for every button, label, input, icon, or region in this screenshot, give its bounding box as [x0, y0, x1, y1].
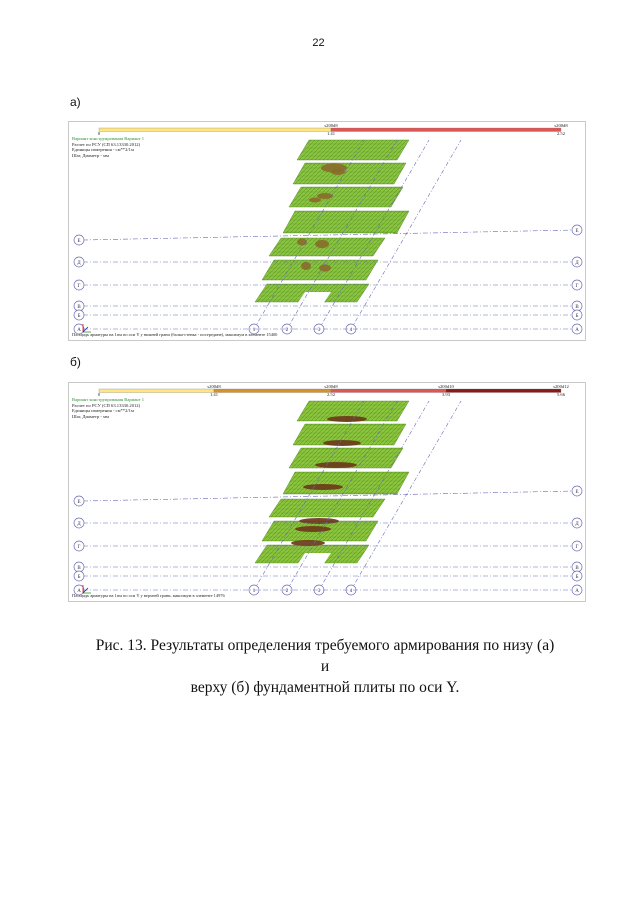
plate-slab [289, 187, 403, 207]
reinforcement-strip [303, 484, 343, 490]
panel-label-b: б) [70, 355, 81, 369]
figure-a [68, 121, 586, 341]
scale-label-b-4-top: s200d12 [553, 384, 569, 389]
scale-label-b-2-bottom: 2.52 [326, 392, 336, 397]
axis-label-horizontal: Г [575, 545, 579, 550]
scale-segment [331, 389, 446, 393]
axis-label-vertical: 3 [317, 328, 321, 333]
axis-label-horizontal: Е [575, 229, 579, 234]
page-number: 22 [312, 37, 325, 49]
axis-label-horizontal: Б [575, 314, 579, 319]
info-line: Единицы измерения - см**2/1м [72, 147, 134, 153]
reinforcement-zone [319, 265, 331, 272]
axis-label-vertical: 1 [252, 328, 256, 333]
info-line: Вариант конструирования Вариант 1 [72, 136, 145, 141]
figure-b-drawing [69, 383, 586, 602]
info-line: Единицы измерения - см**2/1м [72, 408, 134, 414]
reinforcement-zone [331, 169, 345, 175]
info-line: Вариант конструирования Вариант 1 [72, 397, 145, 402]
axis-label-horizontal: Е [77, 239, 81, 244]
axis-label-horizontal: Б [575, 575, 579, 580]
axis-label-horizontal: В [575, 566, 579, 571]
caption-line-1: Рис. 13. Результаты определения требуемого армирования по низу (а) и [95, 637, 555, 675]
scale-label-a-1-top: s200d8 [324, 123, 338, 128]
axis-label-horizontal: А [77, 328, 81, 333]
scale-segment [99, 389, 214, 393]
axis-label-horizontal: Б [77, 575, 81, 580]
scale-label-a-0-bottom: 0 [97, 131, 101, 136]
reinforcement-zone [315, 240, 329, 248]
axis-label-horizontal: А [77, 589, 81, 594]
axis-label-horizontal: Д [575, 261, 579, 266]
scale-segment [99, 128, 331, 132]
reinforcement-strip [323, 440, 361, 446]
info-block-a [72, 136, 144, 158]
axis-label-vertical: 3 [317, 589, 321, 594]
plate-slab [283, 472, 409, 494]
scale-label-b-3-top: s200d10 [438, 384, 454, 389]
reinforcement-zone [309, 198, 321, 203]
axis-label-vertical: 2 [285, 589, 289, 594]
info-line: Шаг, Диаметр - мм [72, 413, 109, 419]
axis-label-horizontal: Г [77, 545, 81, 550]
axis-label-horizontal: В [77, 305, 81, 310]
scale-label-a-2-bottom: 2.52 [556, 131, 566, 136]
axis-label-vertical: 1 [252, 589, 256, 594]
axis-label-horizontal: Д [77, 522, 81, 527]
axis-label-horizontal: Г [77, 284, 81, 289]
scale-label-b-1-top: s200d8 [207, 384, 221, 389]
footer-note-b: Площадь арматуры на 1пм по оси Y у верхней грани, максимум в элементе 14976 [72, 593, 225, 598]
info-block-b [72, 397, 144, 419]
scale-segment [331, 128, 561, 132]
axis-label-horizontal: Г [575, 284, 579, 289]
plate-slab [293, 163, 406, 184]
axis-label-horizontal: Д [77, 261, 81, 266]
plate-slab [283, 211, 409, 233]
scale-label-a-1-bottom: 1.41 [326, 131, 336, 136]
reinforcement-zone [317, 193, 333, 199]
figure-a-drawing [69, 122, 586, 341]
reinforcement-zone [301, 262, 311, 270]
scale-label-b-4-bottom: 5.66 [556, 392, 566, 397]
axis-label-horizontal: Д [575, 522, 579, 527]
plate-slab [269, 499, 385, 517]
scale-label-b-3-bottom: 3.93 [441, 392, 451, 397]
scale-segment [214, 389, 331, 393]
plate-slab [297, 140, 409, 160]
footer-note-a: Площадь арматуры на 1пм по оси Y у нижней грани (балка-стенка - посередине), максимум в элементе 15400 [72, 332, 278, 337]
axis-label-horizontal: Б [77, 314, 81, 319]
scale-label-b-0-bottom: 0 [97, 392, 101, 397]
axis-label-vertical: 4 [349, 589, 353, 594]
reinforcement-zone [297, 239, 307, 246]
axis-label-vertical: 4 [349, 328, 353, 333]
panel-label-a: а) [70, 95, 81, 109]
reinforcement-strip [291, 540, 325, 546]
caption-line-2: верху (б) фундаментной плиты по оси Y. [190, 679, 460, 696]
reinforcement-strip [315, 462, 357, 468]
scale-label-a-2-top: s200d8 [554, 123, 568, 128]
axis-label-horizontal: Е [575, 490, 579, 495]
reinforcement-strip [295, 526, 331, 532]
figure-b [68, 382, 586, 602]
scale-label-b-2-top: s200d8 [324, 384, 338, 389]
axis-label-horizontal: В [575, 305, 579, 310]
scale-label-b-1-bottom: 1.41 [209, 392, 219, 397]
axis-label-horizontal: А [575, 589, 579, 594]
axis-label-horizontal: В [77, 566, 81, 571]
info-line: Шаг, Диаметр - мм [72, 152, 109, 158]
axis-label-horizontal: Е [77, 500, 81, 505]
info-line: Расчет по РСУ (СП 63.13330.2012) [72, 141, 141, 147]
reinforcement-strip [327, 416, 367, 422]
axis-label-horizontal: А [575, 328, 579, 333]
scale-segment [446, 389, 561, 393]
plate-slab [262, 260, 378, 280]
axis-label-vertical: 2 [285, 328, 289, 333]
figure-caption [90, 635, 560, 698]
info-line: Расчет по РСУ (СП 63.13330.2012) [72, 402, 141, 408]
plate-slab [269, 238, 385, 256]
